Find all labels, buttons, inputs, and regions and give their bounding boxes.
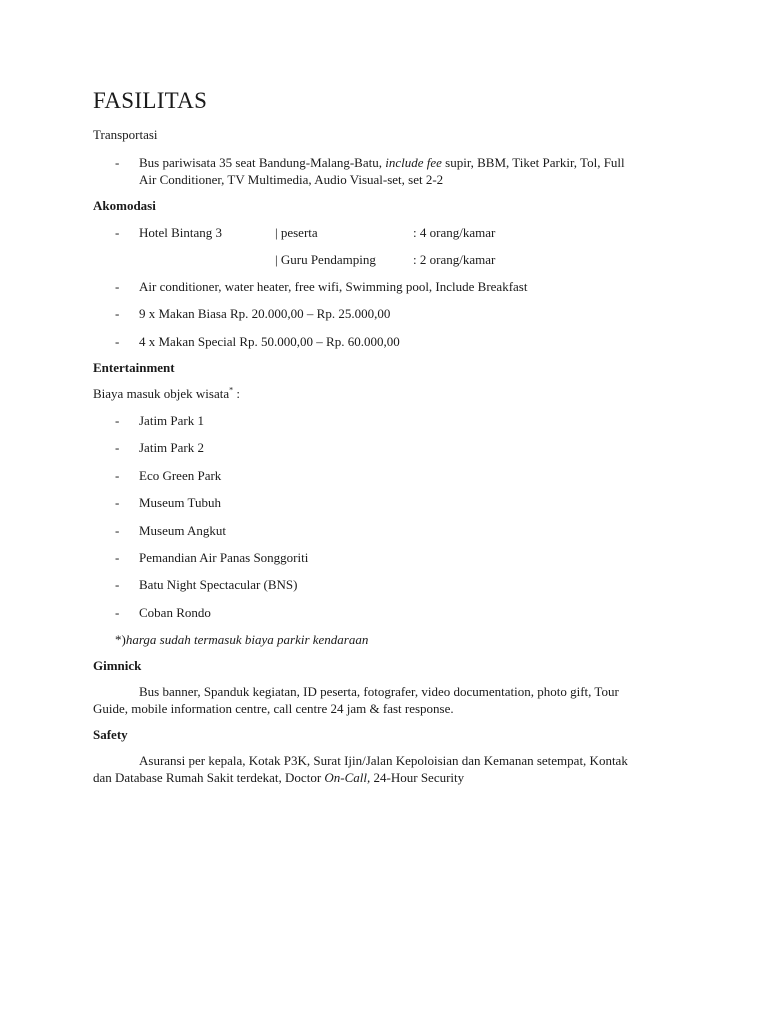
section-heading-safety: Safety bbox=[93, 727, 128, 742]
entertainment-item: Museum Angkut bbox=[139, 523, 227, 538]
bullet-dash: - bbox=[115, 605, 120, 620]
bullet-dash: - bbox=[115, 440, 120, 455]
bullet-dash: - bbox=[115, 523, 120, 538]
akomodasi-item: Air conditioner, water heater, free wifi, Swimming pool, Include Breakfast bbox=[139, 279, 528, 294]
hotel-row-value: : 2 orang/kamar bbox=[413, 252, 496, 267]
bullet-dash: - bbox=[115, 577, 120, 592]
hotel-row-value: : 4 orang/kamar bbox=[413, 225, 496, 240]
hotel-row-label: | peserta bbox=[275, 225, 318, 240]
akomodasi-item: 9 x Makan Biasa Rp. 20.000,00 – Rp. 25.000,00 bbox=[139, 306, 391, 321]
transport-line-2: Air Conditioner, TV Multimedia, Audio Visual-set, set 2-2 bbox=[139, 172, 444, 187]
entertainment-item: Batu Night Spectacular (BNS) bbox=[139, 577, 298, 592]
safety-line-2: dan Database Rumah Sakit terdekat, Doctor On-Call, 24-Hour Security bbox=[93, 770, 465, 785]
entertainment-item: Museum Tubuh bbox=[139, 495, 221, 510]
entertainment-intro: Biaya masuk objek wisata* : bbox=[93, 385, 240, 401]
gimnick-line-2: Guide, mobile information centre, call centre 24 jam & fast response. bbox=[93, 701, 454, 716]
entertainment-note: *)harga sudah termasuk biaya parkir kendaraan bbox=[115, 632, 369, 647]
section-heading-akomodasi: Akomodasi bbox=[93, 198, 156, 213]
bullet-dash: - bbox=[115, 468, 120, 483]
bullet-dash: - bbox=[115, 279, 120, 294]
entertainment-item: Coban Rondo bbox=[139, 605, 211, 620]
bullet-dash: - bbox=[115, 155, 120, 170]
bullet-dash: - bbox=[115, 334, 120, 349]
akomodasi-item: 4 x Makan Special Rp. 50.000,00 – Rp. 60.000,00 bbox=[139, 334, 400, 349]
page-title: FASILITAS bbox=[93, 88, 208, 113]
safety-line-1: Asuransi per kepala, Kotak P3K, Surat Ijin/Jalan Kepoloisian dan Kemanan setempat, Kontak bbox=[139, 753, 628, 768]
hotel-row-label: | Guru Pendamping bbox=[275, 252, 376, 267]
entertainment-item: Jatim Park 1 bbox=[139, 413, 204, 428]
bullet-dash: - bbox=[115, 225, 120, 240]
section-heading-transportasi: Transportasi bbox=[93, 127, 158, 142]
entertainment-item: Jatim Park 2 bbox=[139, 440, 204, 455]
bullet-dash: - bbox=[115, 306, 120, 321]
bullet-dash: - bbox=[115, 495, 120, 510]
section-heading-gimnick: Gimnick bbox=[93, 658, 142, 673]
entertainment-item: Pemandian Air Panas Songgoriti bbox=[139, 550, 309, 565]
hotel-name: Hotel Bintang 3 bbox=[139, 225, 223, 240]
transport-line-1: Bus pariwisata 35 seat Bandung-Malang-Batu, include fee supir, BBM, Tiket Parkir, Tol, Full bbox=[139, 155, 625, 170]
bullet-dash: - bbox=[115, 413, 120, 428]
section-heading-entertainment: Entertainment bbox=[93, 360, 175, 375]
entertainment-item: Eco Green Park bbox=[139, 468, 222, 483]
bullet-dash: - bbox=[115, 550, 120, 565]
gimnick-line-1: Bus banner, Spanduk kegiatan, ID peserta, fotografer, video documentation, photo gift, Tour bbox=[139, 684, 619, 699]
